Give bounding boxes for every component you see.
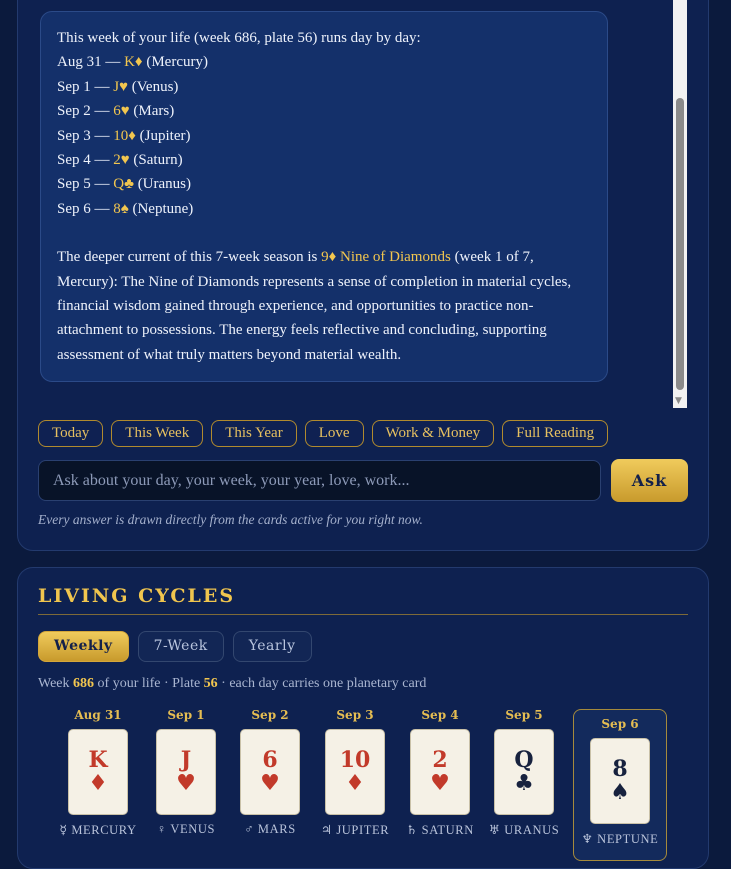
- club-suit-icon: ♣: [514, 771, 534, 796]
- answer-day-line: [57, 99, 591, 123]
- card-rank: J: [180, 747, 192, 773]
- playing-card[interactable]: [68, 729, 128, 815]
- chat-scrollbar[interactable]: [673, 0, 687, 408]
- chip-love[interactable]: Love: [305, 420, 364, 447]
- day-date: Sep 1: [57, 78, 91, 95]
- dash: —: [94, 200, 110, 217]
- playing-card[interactable]: [410, 729, 470, 815]
- chip-today[interactable]: Today: [38, 420, 103, 447]
- dash: —: [105, 54, 121, 71]
- planet-label: ♄ SATURN: [406, 823, 474, 837]
- scrollbar-thumb[interactable]: [676, 98, 684, 390]
- answer-day-line: [57, 197, 591, 221]
- playing-card[interactable]: [494, 729, 554, 815]
- answer-day-line: [57, 50, 591, 74]
- season-prefix: The deeper current of this 7-week season is: [57, 249, 322, 266]
- spade-suit-icon: ♠: [610, 780, 630, 805]
- plate-number: 56: [203, 676, 218, 691]
- week-info: [38, 676, 426, 692]
- diamond-suit-icon: ♦: [88, 771, 108, 796]
- dash: —: [94, 152, 110, 169]
- answer-day-line: [57, 124, 591, 148]
- day-card: 6♥: [113, 103, 130, 120]
- playing-card[interactable]: [240, 729, 300, 815]
- day-card: 2♥: [113, 152, 130, 169]
- ask-input[interactable]: Ask about your day, your week, your year, love, work...: [38, 460, 601, 501]
- day-date: Sep 5: [57, 176, 91, 193]
- divider: [38, 614, 688, 615]
- tab-yearly[interactable]: Yearly: [233, 631, 312, 662]
- day-card: 10♦: [113, 127, 136, 144]
- heart-suit-icon: ♥: [260, 771, 280, 796]
- day-card: K♦: [124, 54, 143, 71]
- day-card-column-today[interactable]: [573, 709, 667, 861]
- day-date-label: Sep 5: [505, 708, 543, 722]
- chip-this-year[interactable]: This Year: [211, 420, 297, 447]
- answer-day-line: [57, 148, 591, 172]
- card-rank: 10: [339, 747, 371, 773]
- day-card-column[interactable]: [400, 706, 480, 838]
- tab-7-week[interactable]: 7-Week: [138, 631, 224, 662]
- card-rank: K: [88, 747, 108, 773]
- day-date-label: Aug 31: [74, 708, 122, 722]
- answer-day-line: [57, 75, 591, 99]
- day-planet: (Venus): [131, 78, 179, 95]
- day-date-label: Sep 4: [421, 708, 459, 722]
- day-card-column[interactable]: [58, 706, 138, 838]
- card-rank: 8: [612, 756, 628, 782]
- answer-bubble: [40, 11, 608, 382]
- day-card-column[interactable]: [315, 706, 395, 838]
- day-planet: (Jupiter): [139, 127, 191, 144]
- planet-label: ♃ JUPITER: [320, 823, 390, 837]
- week-info-mid: of your life · Plate: [94, 676, 204, 691]
- day-planet: (Mercury): [146, 54, 208, 71]
- chip-this-week[interactable]: This Week: [111, 420, 203, 447]
- planet-label: ♅ URANUS: [488, 823, 560, 837]
- planet-label: ♀ VENUS: [156, 822, 216, 836]
- day-date: Sep 6: [57, 200, 91, 217]
- week-info-prefix: Week: [38, 676, 74, 691]
- cycles-title: LIVING CYCLES: [38, 585, 236, 607]
- dash: —: [94, 127, 110, 144]
- planet-label: ♆ NEPTUNE: [581, 832, 659, 846]
- playing-card[interactable]: [325, 729, 385, 815]
- card-rank: Q: [514, 747, 534, 773]
- dash: —: [94, 103, 110, 120]
- week-number: 686: [73, 676, 95, 691]
- week-info-suffix: · each day carries one planetary card: [217, 676, 427, 691]
- day-card-column[interactable]: [230, 706, 310, 837]
- day-date: Sep 3: [57, 127, 91, 144]
- quick-prompt-chips: [38, 420, 608, 447]
- day-date: Sep 2: [57, 103, 91, 120]
- answer-intro: This week of your life (week 686, plate 56) runs day by day:: [57, 30, 421, 46]
- cycle-tabs: [38, 631, 312, 662]
- day-date-label: Sep 1: [167, 708, 205, 722]
- planet-label: ☿ MERCURY: [59, 823, 137, 837]
- season-card: 9♦ Nine of Diamonds: [321, 249, 451, 266]
- playing-card[interactable]: [590, 738, 650, 824]
- day-card: 8♠: [113, 200, 129, 217]
- playing-card[interactable]: [156, 729, 216, 815]
- chip-full-reading[interactable]: Full Reading: [502, 420, 608, 447]
- diamond-suit-icon: ♦: [345, 771, 365, 796]
- dash: —: [94, 78, 110, 95]
- day-planet: (Mars): [133, 103, 175, 120]
- day-date: Sep 4: [57, 152, 91, 169]
- day-card: Q♣: [113, 176, 134, 193]
- day-card: J♥: [113, 78, 128, 95]
- card-rank: 2: [432, 747, 448, 773]
- dash: —: [94, 176, 110, 193]
- chat-scroll-area[interactable]: [38, 0, 688, 408]
- day-card-column[interactable]: [484, 706, 564, 838]
- day-planet: (Saturn): [133, 152, 183, 169]
- ask-button[interactable]: Ask: [611, 459, 688, 502]
- day-date: Aug 31: [57, 54, 102, 71]
- day-date-label: Sep 3: [336, 708, 374, 722]
- planet-label: ♂ MARS: [244, 822, 296, 836]
- day-card-column[interactable]: [146, 706, 226, 837]
- day-planet: (Uranus): [137, 176, 192, 193]
- answer-season-paragraph: [57, 245, 591, 367]
- scroll-down-arrow-icon[interactable]: ▼: [675, 396, 682, 406]
- tab-weekly[interactable]: Weekly: [38, 631, 129, 662]
- ask-hint: Every answer is drawn directly from the cards active for you right now.: [38, 512, 423, 527]
- day-date-label: Sep 6: [601, 717, 639, 731]
- answer-day-list: [57, 50, 591, 221]
- day-planet: (Neptune): [132, 200, 194, 217]
- heart-suit-icon: ♥: [430, 771, 450, 796]
- card-rank: 6: [262, 747, 278, 773]
- season-text: (week 1 of 7, Mercury): The Nine of Diamonds represents a sense of completion in material cycles, financial wisdom gained through experience, and opportunities to practice non-attachment to possessions. The energy feels reflective and concluding, supporting assessment of what truly matters beyond material wealth.: [57, 249, 572, 363]
- heart-suit-icon: ♥: [176, 771, 196, 796]
- day-date-label: Sep 2: [251, 708, 289, 722]
- chip-work-money[interactable]: Work & Money: [372, 420, 495, 447]
- answer-day-line: [57, 172, 591, 196]
